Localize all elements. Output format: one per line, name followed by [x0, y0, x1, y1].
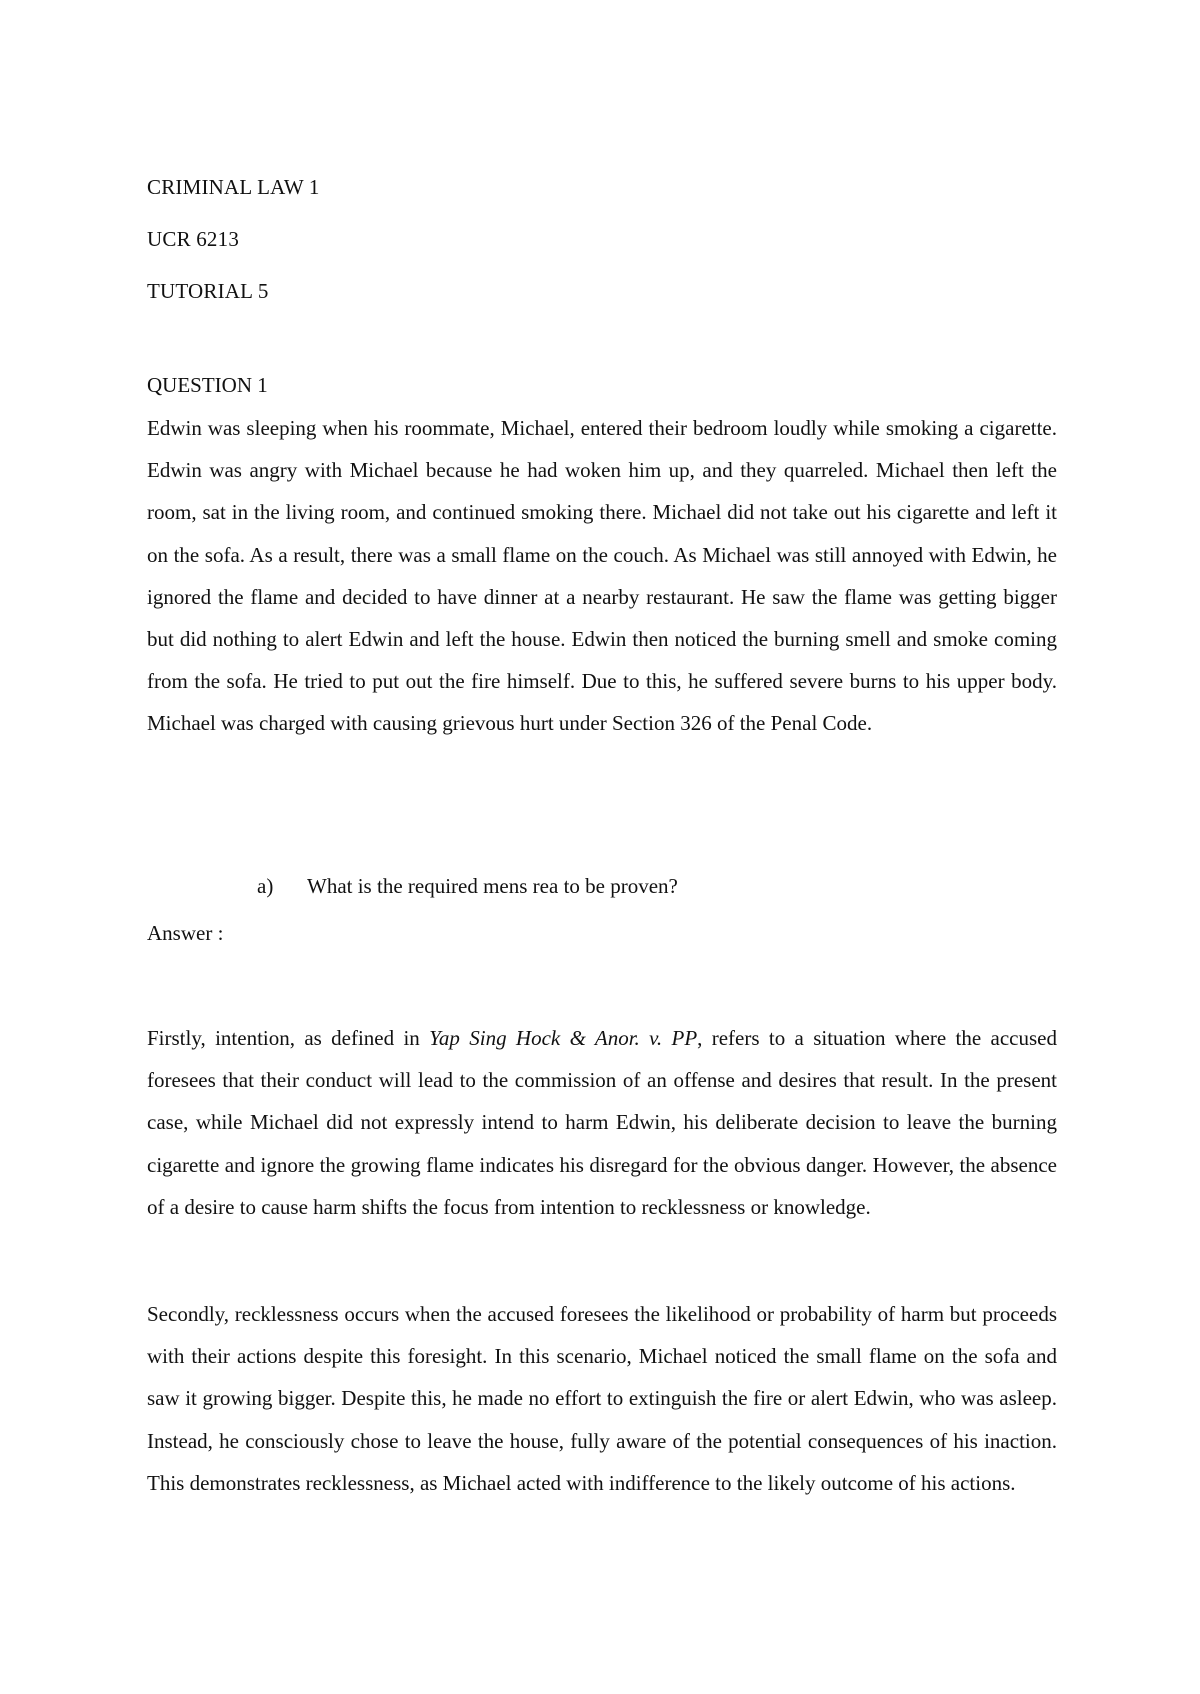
answer-label: Answer : [147, 921, 224, 945]
answer-paragraph-2: Secondly, recklessness occurs when the accused foresees the likelihood or probability of harm but proceeds with their actions despite this foresight. In this scenario, Michael noticed the small flame on the sofa and saw it growing bigger. Despite this, he made no effort to extinguish the fire or alert Edwin, who was asleep. Instead, he consciously chose to leave the house, fully aware of the potential consequences of his inaction. This demonstrates recklessness, as Michael acted with indifference to the likely outcome of his actions. [147, 1302, 1057, 1495]
course-code: UCR 6213 [147, 227, 240, 251]
sub-question-text: What is the required mens rea to be proven? [307, 874, 678, 898]
question-scenario: Edwin was sleeping when his roommate, Michael, entered their bedroom loudly while smoking a cigarette. Edwin was angry with Michael because he had woken him up, and they quarreled. Michael then left the room, sat in the living room, and continued smoking there. Michael did not take out his cigarette and left it on the sofa. As a result, there was a small flame on the couch. As Michael was still annoyed with Edwin, he ignored the flame and decided to have dinner at a nearby restaurant. He saw the flame was getting bigger but did nothing to alert Edwin and left the house. Edwin then noticed the burning smell and smoke coming from the sofa. He tried to put out the fire himself. Due to this, he suffered severe burns to his upper body. Michael was charged with causing grievous hurt under Section 326 of the Penal Code. [147, 416, 1057, 736]
answer-paragraph-1 [147, 1017, 1057, 1228]
answer-p1-rest: , refers to a situation where the accused foresees that their conduct will lead to the commission of an offense and desires that result. In the present case, while Michael did not expressly intend to harm Edwin, his deliberate decision to leave the burning cigarette and ignore the growing flame indicates his disregard for the obvious danger. However, the absence of a desire to cause harm shifts the focus from intention to recklessness or knowledge. [147, 1026, 1057, 1219]
sub-question [257, 873, 678, 899]
tutorial-number: TUTORIAL 5 [147, 279, 269, 303]
course-title: CRIMINAL LAW 1 [147, 175, 320, 199]
question-heading: QUESTION 1 [147, 373, 268, 397]
case-citation: Yap Sing Hock & Anor. v. PP [429, 1026, 698, 1050]
answer-p1-intro: Firstly, intention, as defined in [147, 1026, 430, 1050]
sub-question-marker: a) [257, 874, 274, 898]
